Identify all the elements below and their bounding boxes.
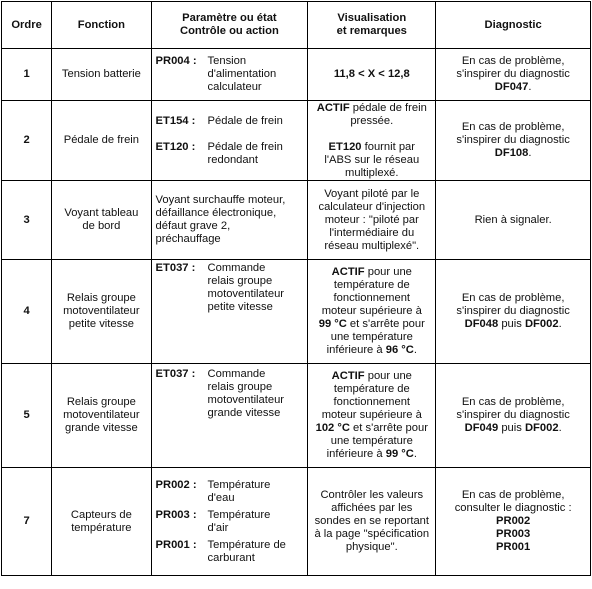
- param-code: ET120 :: [155, 140, 196, 153]
- param-desc-line: motoventilateur: [207, 394, 285, 406]
- fonction-line: température: [71, 521, 132, 534]
- param-code: PR004 :: [155, 55, 197, 67]
- diag-line: En cas de problème,: [461, 121, 565, 133]
- visu-line: l'ABS sur le réseau: [324, 153, 420, 166]
- fonction-line: petite vitesse: [68, 318, 135, 330]
- row-visualisation: [308, 260, 436, 364]
- diag-code: PR001: [496, 541, 531, 553]
- param-desc-line: relais groupe: [207, 381, 273, 393]
- param-item: [156, 479, 304, 505]
- row-fonction: [52, 468, 151, 576]
- visu-line: Voyant piloté par le: [324, 187, 420, 200]
- row-ordre: 2: [2, 101, 52, 181]
- row-visualisation: [308, 181, 436, 260]
- diag-code-line: [440, 318, 586, 331]
- param-desc-line: calculateur: [207, 81, 262, 93]
- fonction-line: grande vitesse: [64, 422, 138, 434]
- visu-text: inférieure à: [326, 344, 386, 356]
- param-desc-line: Température de: [207, 538, 286, 551]
- visu-text: .: [413, 344, 417, 356]
- diag-code: PR002: [496, 515, 531, 527]
- header-visualisation: [308, 2, 436, 49]
- visu-bold: 102 °C: [315, 422, 350, 434]
- param-desc-line: petite vitesse: [207, 301, 273, 313]
- visu-text: pour une: [364, 266, 412, 278]
- row-ordre: 5: [2, 364, 52, 468]
- visu-bold: ACTIF: [331, 370, 365, 382]
- param-desc-line: d'air: [207, 521, 229, 534]
- table-row: [2, 101, 591, 181]
- row-fonction: [52, 260, 151, 364]
- row-ordre: 3: [2, 181, 52, 260]
- diag-code: DF049: [464, 422, 499, 434]
- visu-text: fournit par: [361, 140, 415, 153]
- visu-line: moteur supérieure à: [321, 305, 422, 317]
- visu-line: moteur supérieure à: [321, 409, 422, 421]
- visu-text: et s'arrête pour: [346, 318, 425, 330]
- visu-text: et s'arrête pour: [349, 422, 428, 434]
- row-visualisation: [308, 49, 436, 101]
- diag-line: En cas de problème,: [461, 55, 565, 67]
- diag-code: DF108: [494, 147, 529, 159]
- row-fonction: [52, 49, 151, 101]
- diag-tail: .: [528, 81, 532, 93]
- param-desc-line: carburant: [207, 551, 255, 564]
- fonction-line: motoventilateur: [63, 409, 140, 421]
- table-row: [2, 260, 591, 364]
- param-item: [156, 141, 304, 167]
- param-item: [156, 539, 304, 565]
- row-diagnostic: [436, 468, 591, 576]
- diag-line: s'inspirer du diagnostic: [456, 134, 570, 146]
- visu-bold: 96 °C: [385, 344, 414, 356]
- visu-line: fonctionnement: [333, 396, 411, 408]
- diag-tail: .: [528, 147, 532, 159]
- visu-line: [312, 141, 431, 154]
- row-visualisation: [308, 101, 436, 181]
- visu-text: inférieure à: [326, 448, 386, 460]
- param-desc-line: relais groupe: [207, 275, 273, 287]
- row-parametre: [151, 181, 308, 260]
- diag-code-line: [440, 147, 586, 160]
- visu-line: moteur : "piloté par: [324, 213, 419, 226]
- diag-code: DF048: [464, 318, 499, 330]
- param-desc: [208, 479, 304, 505]
- param-desc-line: Température: [207, 478, 271, 491]
- fonction-line: Relais groupe: [66, 292, 136, 304]
- header-visualisation-line2: et remarques: [336, 25, 407, 37]
- param-desc: [208, 141, 304, 167]
- row-visualisation: [308, 364, 436, 468]
- param-desc-line: Température: [207, 508, 271, 521]
- visu-line: affichées par les: [331, 502, 413, 514]
- visu-text: pour une: [364, 370, 412, 382]
- visu-line: physique".: [345, 541, 398, 553]
- param-code: PR001 :: [155, 538, 197, 551]
- param-desc: [208, 539, 304, 565]
- visu-line: calculateur d'injection: [318, 200, 426, 213]
- diag-code: DF002: [524, 422, 559, 434]
- diagnostic-table: [1, 1, 591, 576]
- param-desc: [208, 115, 304, 128]
- visu-bold: 99 °C: [318, 318, 347, 330]
- visu-bold: ACTIF: [316, 101, 350, 114]
- param-code: ET037 :: [155, 262, 196, 274]
- param-desc-line: Commande: [207, 262, 266, 274]
- diag-line: s'inspirer du diagnostic: [456, 68, 570, 80]
- row-fonction: [52, 364, 151, 468]
- diag-line: s'inspirer du diagnostic: [456, 305, 570, 317]
- table-row: [2, 468, 591, 576]
- param-code: PR003 :: [155, 508, 197, 521]
- header-ordre: Ordre: [2, 2, 52, 49]
- row-ordre: 7: [2, 468, 52, 576]
- visu-line: sondes en se reportant: [314, 515, 429, 527]
- fonction-line: Voyant tableau: [64, 207, 139, 219]
- param-code: ET037 :: [155, 368, 196, 380]
- visu-line: une température: [330, 435, 413, 447]
- header-parametre-line2: Contrôle ou action: [179, 25, 279, 37]
- visu-line: [312, 422, 431, 435]
- visu-line: à la page "spécification: [314, 528, 430, 540]
- param-code: PR002 :: [155, 478, 197, 491]
- table-row: [2, 181, 591, 260]
- diag-line: En cas de problème,: [461, 489, 565, 501]
- diag-line: Rien à signaler.: [474, 213, 552, 226]
- diag-line: consulter le diagnostic :: [454, 502, 572, 514]
- param-desc: [208, 55, 304, 94]
- visu-line: l'intermédiaire du: [329, 226, 415, 239]
- param-desc-line: d'eau: [207, 491, 235, 504]
- row-visualisation: [308, 468, 436, 576]
- row-diagnostic: [436, 49, 591, 101]
- table-row: [2, 364, 591, 468]
- param-item: [156, 115, 304, 128]
- visu-line: [312, 448, 431, 461]
- param-item: [156, 509, 304, 535]
- visu-bold: ACTIF: [331, 266, 365, 278]
- diag-code: PR003: [496, 528, 531, 540]
- param-desc-line: grande vitesse: [207, 407, 281, 419]
- table-row: [2, 49, 591, 101]
- fonction-line: motoventilateur: [63, 305, 140, 317]
- header-fonction: Fonction: [52, 2, 151, 49]
- visu-line: [312, 318, 431, 331]
- visu-line: Contrôler les valeurs: [320, 489, 424, 501]
- param-desc-line: d'alimentation: [207, 68, 277, 80]
- row-parametre: [151, 49, 308, 101]
- diag-tail: .: [558, 318, 562, 330]
- diag-tail: .: [558, 422, 562, 434]
- row-ordre: 1: [2, 49, 52, 101]
- row-parametre: [151, 260, 308, 364]
- visu-text: pédale de frein: [349, 101, 427, 114]
- param-text-line: préchauffage: [155, 233, 221, 245]
- visu-line: [312, 266, 431, 279]
- diag-line: s'inspirer du diagnostic: [456, 409, 570, 421]
- visu-text: .: [413, 448, 417, 460]
- header-parametre-line1: Paramètre ou état: [182, 12, 277, 24]
- visu-line: température de: [333, 383, 410, 395]
- fonction-line: Relais groupe: [66, 396, 136, 408]
- visu-line: fonctionnement: [333, 292, 411, 304]
- visu-line: réseau multiplexé".: [324, 239, 420, 252]
- row-diagnostic: [436, 101, 591, 181]
- row-parametre: [151, 364, 308, 468]
- diag-mid: puis: [498, 318, 525, 330]
- diag-code: DF047: [494, 81, 529, 93]
- row-parametre: [151, 468, 308, 576]
- row-fonction: [52, 181, 151, 260]
- header-visualisation-line1: Visualisation: [337, 12, 407, 24]
- param-desc-line: redondant: [207, 153, 258, 166]
- row-diagnostic: [436, 260, 591, 364]
- row-ordre: 4: [2, 260, 52, 364]
- param-desc: [208, 262, 304, 314]
- fonction-line: de bord: [82, 220, 121, 232]
- param-desc: [208, 368, 304, 420]
- header-parametre: [151, 2, 308, 49]
- param-text-line: défaillance électronique,: [155, 207, 277, 219]
- visu-line: [312, 370, 431, 383]
- row-fonction: [52, 101, 151, 181]
- param-desc-line: Pédale de frein: [207, 114, 283, 127]
- visu-line: une température: [330, 331, 413, 343]
- param-desc-line: motoventilateur: [207, 288, 285, 300]
- visu-line: [312, 344, 431, 357]
- visu-line: pressée.: [350, 114, 394, 127]
- param-desc-line: Pédale de frein: [207, 140, 283, 153]
- row-diagnostic: [436, 364, 591, 468]
- visu-line: température de: [333, 279, 410, 291]
- row-parametre: [151, 101, 308, 181]
- param-item: [156, 262, 304, 314]
- visu-bold: ET120: [328, 140, 362, 153]
- param-text-line: défaut grave 2,: [155, 220, 231, 232]
- fonction-line: Capteurs de: [70, 508, 132, 521]
- table-header-row: [2, 2, 591, 49]
- diag-line: En cas de problème,: [461, 396, 565, 408]
- header-diagnostic: Diagnostic: [436, 2, 591, 49]
- visu-line: [312, 102, 431, 115]
- param-desc: [208, 509, 304, 535]
- visu-line: multiplexé.: [345, 166, 399, 179]
- diag-code: DF002: [524, 318, 559, 330]
- fonction-line: Tension batterie: [61, 68, 141, 80]
- visu-bold: 99 °C: [385, 448, 414, 460]
- param-item: [156, 368, 304, 420]
- fonction-line: Pédale de frein: [63, 134, 139, 146]
- param-desc-line: Tension: [207, 55, 247, 67]
- diag-mid: puis: [498, 422, 525, 434]
- param-item: [156, 55, 304, 94]
- visu-value: 11,8 < X < 12,8: [333, 68, 410, 80]
- param-text-line: Voyant surchauffe moteur,: [155, 194, 286, 206]
- row-diagnostic: [436, 181, 591, 260]
- diag-line: En cas de problème,: [461, 292, 565, 304]
- param-code: ET154 :: [155, 114, 196, 127]
- param-desc-line: Commande: [207, 368, 266, 380]
- diag-code-line: [440, 422, 586, 435]
- diag-code-line: [440, 81, 586, 94]
